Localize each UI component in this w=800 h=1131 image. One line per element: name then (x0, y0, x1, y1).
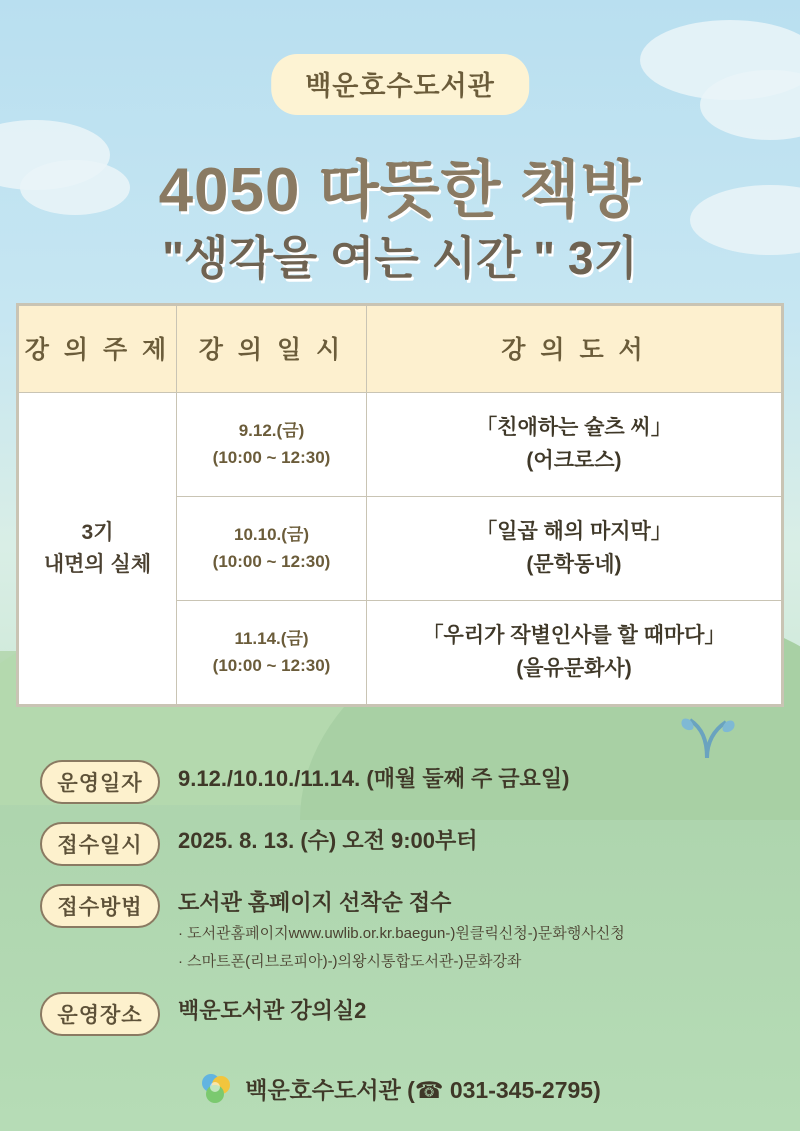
value-venue: 백운도서관 강의실2 (178, 997, 367, 1023)
book-title: 「친애하는 슐츠 씨」 (476, 415, 672, 439)
book-publisher: (문학동네) (526, 552, 622, 576)
footer-contact: 백운호수도서관 (☎ 031-345-2795) (245, 1076, 601, 1103)
cell-theme (19, 393, 177, 705)
session-date: 9.12.(금) (238, 421, 305, 441)
library-logo-icon (199, 1071, 233, 1105)
info-row-operating-dates (40, 760, 770, 804)
session-date: 10.10.(금) (233, 525, 309, 545)
session-time: (10:00 ~ 12:30) (212, 447, 331, 467)
label-registration-method: 접수방법 (40, 884, 160, 928)
footer (0, 1071, 800, 1105)
info-body (178, 822, 478, 856)
page-subtitle: "생각을 여는 시간 " 3기 (162, 232, 638, 284)
cell-datetime (177, 497, 367, 601)
plant-icon (672, 700, 742, 760)
schedule-table (16, 303, 784, 707)
library-badge: 백운호수도서관 (271, 54, 529, 115)
label-registration-date: 접수일시 (40, 822, 160, 866)
session-time: (10:00 ~ 12:30) (212, 551, 331, 571)
value-registration-date: 2025. 8. 13. (수) 오전 9:00부터 (178, 828, 478, 853)
registration-method-detail-1: · 도서관홈페이지www.uwlib.or.kr.baegun-)원클릭신청-)문화행사신청 (178, 924, 625, 942)
registration-method-detail-2: · 스마트폰(리브로피아)-)의왕시통합도서관-)문화강좌 (178, 952, 522, 970)
info-body (178, 992, 366, 1026)
info-row-venue (40, 992, 770, 1036)
column-header-theme: 강 의 주 제 (19, 306, 177, 393)
info-row-registration-date (40, 822, 770, 866)
cell-book (367, 601, 782, 705)
info-list (40, 760, 770, 1054)
book-publisher: (을유문화사) (516, 656, 632, 680)
page-title: 4050 따뜻한 책방 (158, 156, 642, 225)
info-row-registration-method (40, 884, 770, 974)
value-registration-method: 도서관 홈페이지 선착순 접수 (178, 890, 452, 915)
cell-book (367, 497, 782, 601)
column-header-book: 강 의 도 서 (367, 306, 782, 393)
session-date: 11.14.(금) (234, 629, 309, 649)
book-publisher: (어크로스) (526, 448, 622, 472)
table-row (19, 393, 782, 497)
cell-book (367, 393, 782, 497)
cell-datetime (177, 393, 367, 497)
info-body (178, 884, 625, 974)
session-time: (10:00 ~ 12:30) (212, 655, 331, 675)
label-operating-dates: 운영일자 (40, 760, 160, 804)
book-title: 「일곱 해의 마지막」 (476, 519, 672, 543)
theme-line-1: 3기 (81, 521, 114, 544)
info-body (178, 760, 569, 794)
value-operating-dates: 9.12./10.10./11.14. (매월 둘째 주 금요일) (178, 766, 570, 791)
label-venue: 운영장소 (40, 992, 160, 1036)
book-title: 「우리가 작별인사를 할 때마다」 (422, 623, 726, 647)
column-header-datetime: 강 의 일 시 (177, 306, 367, 393)
table-header-row (19, 306, 782, 393)
theme-line-2: 내면의 실체 (43, 552, 152, 576)
cell-datetime (177, 601, 367, 705)
